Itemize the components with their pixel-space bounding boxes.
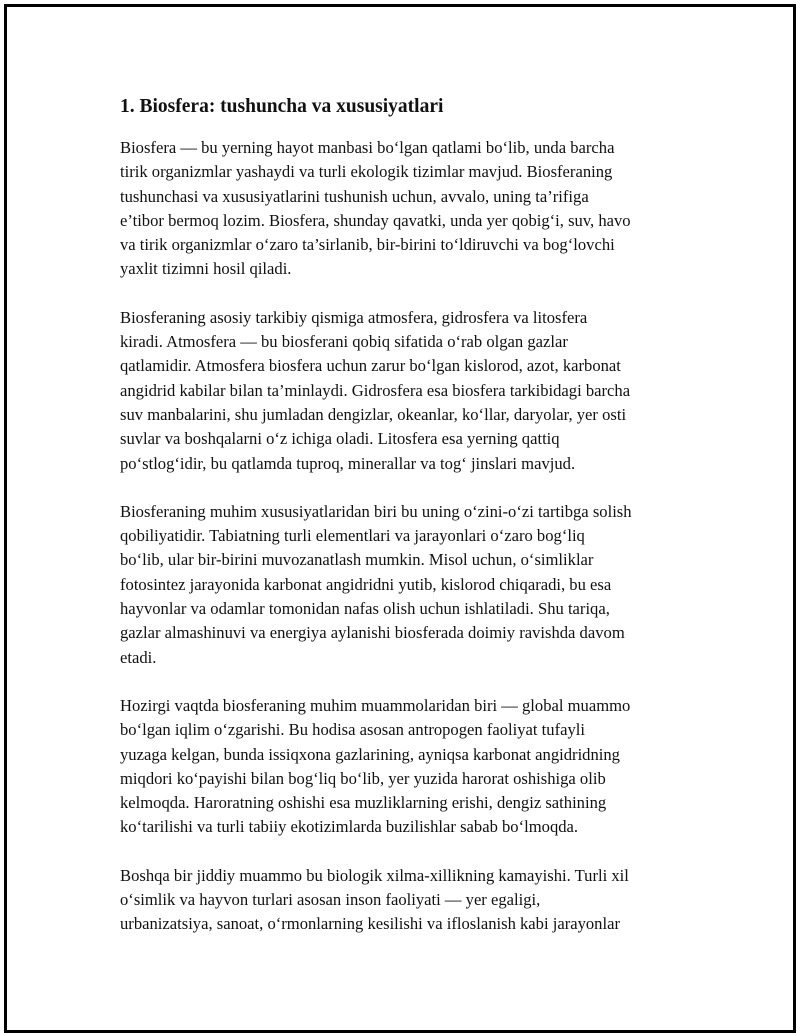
text-line: gazlar almashinuvi va energiya aylanishi biosferada doimiy ravishda davom	[120, 623, 625, 643]
text-line: kelmoqda. Haroratning oshishi esa muzliklarning erishi, dengiz sathining	[120, 793, 607, 813]
page-frame	[4, 4, 796, 1033]
text-line: hayvonlar va odamlar tomonidan nafas olish uchun ishlatiladi. Shu tariqa,	[120, 599, 610, 619]
section-title: 1. Biosfera: tushuncha va xususiyatlari	[120, 96, 444, 117]
text-line: qobiliyatidir. Tabiatning turli elementlari va jarayonlari o‘zaro bog‘liq	[120, 526, 585, 546]
text-line: bo‘lgan iqlim o‘zgarishi. Bu hodisa asosan antropogen faoliyat tufayli	[120, 720, 585, 740]
document-body	[120, 95, 700, 961]
paragraph-list	[120, 136, 700, 937]
text-line: etadi.	[120, 647, 157, 667]
text-line: qatlamidir. Atmosfera biosfera uchun zarur bo‘lgan kislorod, azot, karbonat	[120, 356, 621, 376]
paragraph	[120, 136, 700, 282]
text-line: e’tibor bermoq lozim. Biosfera, shunday qavatki, unda yer qobig‘i, suv, havo	[120, 210, 631, 230]
text-line: yaxlit tizimni hosil qiladi.	[120, 259, 292, 279]
text-line: bo‘lib, ular bir-birini muvozanatlash mumkin. Misol uchun, o‘simliklar	[120, 550, 594, 570]
text-line: Hozirgi vaqtda biosferaning muhim muammolaridan biri — global muammo	[120, 695, 631, 715]
text-line: Biosfera — bu yerning hayot manbasi bo‘lgan qatlami bo‘lib, unda barcha	[120, 138, 615, 157]
text-line: kiradi. Atmosfera — bu biosferani qobiq sifatida o‘rab olgan gazlar	[120, 332, 568, 352]
text-line: tirik organizmlar yashaydi va turli ekologik tizimlar mavjud. Biosferaning	[120, 162, 613, 182]
text-line: po‘stlog‘idir, bu qatlamda tuproq, minerallar va tog‘ jinslari mavjud.	[120, 453, 576, 473]
text-line: yuzaga kelgan, bunda issiqxona gazlarining, ayniqsa karbonat angidridning	[120, 744, 620, 764]
text-line: tushunchasi va xususiyatlarini tushunish uchun, avvalo, uning ta’rifiga	[120, 186, 589, 206]
paragraph	[120, 500, 700, 670]
text-line: urbanizatsiya, sanoat, o‘rmonlarning kesilishi va ifloslanish kabi jarayonlar	[120, 914, 620, 934]
text-line: Boshqa bir jiddiy muammo bu biologik xilma-xillikning kamayishi. Turli xil	[120, 865, 629, 885]
text-line: suvlar va boshqalarni o‘z ichiga oladi. Litosfera esa yerning qattiq	[120, 429, 560, 449]
text-line: suv manbalarini, shu jumladan dengizlar, okeanlar, ko‘llar, daryolar, yer osti	[120, 404, 627, 424]
text-line: Biosferaning muhim xususiyatlaridan biri bu uning o‘zini-o‘zi tartibga solish	[120, 501, 632, 521]
text-line: va tirik organizmlar o‘zaro ta’sirlanib, bir-birini to‘ldiruvchi va bog‘lovchi	[120, 235, 615, 255]
paragraph	[120, 694, 700, 840]
text-line: Biosferaning asosiy tarkibiy qismiga atmosfera, gidrosfera va litosfera	[120, 307, 588, 327]
paragraph	[120, 864, 700, 937]
text-line: miqdori ko‘payishi bilan bog‘liq bo‘lib, yer yuzida harorat oshishiga olib	[120, 768, 606, 788]
text-line: fotosintez jarayonida karbonat angidridni yutib, kislorod chiqaradi, bu esa	[120, 574, 612, 594]
text-line: o‘simlik va hayvon turlari asosan inson faoliyati — yer egaligi,	[120, 890, 541, 910]
text-line: ko‘tarilishi va turli tabiiy ekotizimlarda buzilishlar sabab bo‘lmoqda.	[120, 817, 579, 837]
text-line: angidrid kabilar bilan ta’minlaydi. Gidrosfera esa biosfera tarkibidagi barcha	[120, 380, 631, 400]
paragraph	[120, 306, 700, 476]
